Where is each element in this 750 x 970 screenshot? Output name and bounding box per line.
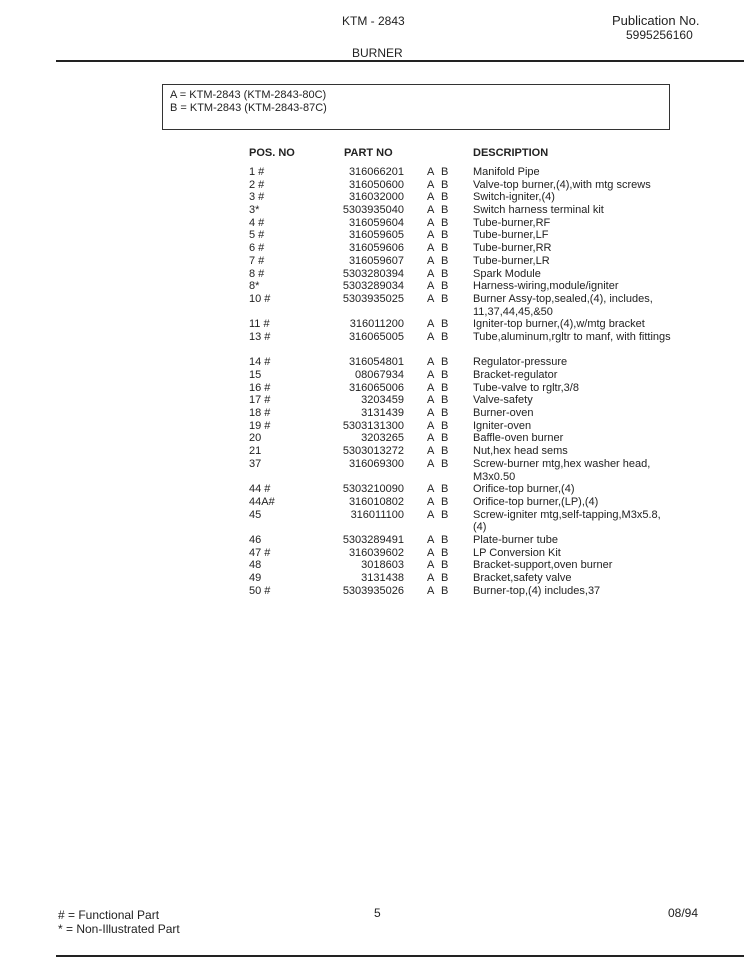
part-number: 316065005	[348, 330, 404, 343]
model-b-flag: B	[441, 394, 449, 407]
model-a-flag: A	[427, 432, 435, 445]
parts-row	[0, 191, 750, 204]
part-number: 316010802	[348, 495, 404, 508]
part-pos: 37	[249, 457, 262, 470]
part-number: 3018603	[361, 559, 404, 572]
part-number: 316054801	[348, 356, 404, 369]
parts-row	[0, 268, 750, 281]
part-description: Burner-oven	[473, 407, 534, 420]
parts-row	[0, 217, 750, 230]
footer-divider	[56, 955, 744, 957]
model-a-flag: A	[427, 394, 435, 407]
part-number: 5303935040	[342, 204, 404, 217]
part-number: 316059606	[348, 242, 404, 255]
model-a-flag: A	[427, 356, 435, 369]
column-header-description: DESCRIPTION	[473, 147, 549, 159]
part-number: 3131438	[361, 572, 404, 585]
parts-row	[0, 432, 750, 445]
column-header-pos: POS. NO	[249, 147, 295, 159]
parts-row	[0, 394, 750, 407]
part-pos: 8 #	[249, 267, 265, 280]
parts-row	[0, 458, 750, 483]
model-a-flag: A	[427, 254, 435, 267]
model-b-flag: B	[441, 292, 449, 305]
part-number: 5303210090	[342, 483, 404, 496]
part-pos: 14 #	[249, 356, 271, 369]
column-header-part: PART NO	[344, 147, 393, 159]
part-description: Nut,hex head sems	[473, 445, 568, 458]
parts-row	[0, 496, 750, 509]
parts-row	[0, 509, 750, 534]
part-description: Baffle-oven burner	[473, 432, 564, 445]
model-a-flag: A	[427, 178, 435, 191]
parts-row	[0, 242, 750, 255]
part-description: Orifice-top burner,(LP),(4)	[473, 495, 599, 508]
parts-row	[0, 293, 750, 318]
parts-row	[0, 356, 750, 369]
part-number: 5303935026	[342, 584, 404, 597]
model-b-flag: B	[441, 419, 449, 432]
legend-model-b: B = KTM-2843 (KTM-2843-87C)	[170, 102, 327, 114]
model-a-flag: A	[427, 546, 435, 559]
model-b-flag: B	[441, 445, 449, 458]
part-description: Screw-igniter mtg,self-tapping,M3x5.8, (4)	[473, 508, 661, 534]
model-a-flag: A	[427, 584, 435, 597]
model-b-flag: B	[441, 356, 449, 369]
part-pos: 2 #	[249, 178, 265, 191]
parts-row	[0, 382, 750, 395]
part-description: Valve-safety	[473, 394, 533, 407]
part-pos: 19 #	[249, 419, 271, 432]
model-a-flag: A	[427, 166, 435, 178]
model-a-flag: A	[427, 191, 435, 204]
model-a-flag: A	[427, 559, 435, 572]
part-pos: 18 #	[249, 407, 271, 420]
model-a-flag: A	[427, 229, 435, 242]
part-description: Tube,aluminum,rgltr to manf, with fittings	[473, 330, 671, 343]
model-b-flag: B	[441, 508, 449, 521]
model-b-flag: B	[441, 204, 449, 217]
parts-row	[0, 420, 750, 433]
part-description: Tube-burner,RR	[473, 242, 552, 255]
model-b-flag: B	[441, 330, 449, 343]
part-number: 316059605	[348, 229, 404, 242]
parts-row	[0, 559, 750, 572]
parts-row	[0, 369, 750, 382]
model-b-flag: B	[441, 457, 449, 470]
part-description: LP Conversion Kit	[473, 546, 561, 559]
model-a-flag: A	[427, 318, 435, 331]
parts-row	[0, 407, 750, 420]
part-description: Switch harness terminal kit	[473, 204, 604, 217]
part-pos: 46	[249, 534, 262, 546]
model-a-flag: A	[427, 572, 435, 585]
part-pos: 3 #	[249, 191, 265, 204]
model-a-flag: A	[427, 508, 435, 521]
part-description: Orifice-top burner,(4)	[473, 483, 575, 496]
part-number: 316011100	[350, 508, 404, 521]
parts-row	[0, 534, 750, 547]
part-description: Burner Assy-top,sealed,(4), includes, 11,37,44,45,&50	[473, 292, 653, 318]
model-b-flag: B	[441, 267, 449, 280]
part-number: 5303131300	[342, 419, 404, 432]
part-pos: 8*	[249, 280, 260, 293]
model-b-flag: B	[441, 584, 449, 597]
model-b-flag: B	[441, 432, 449, 445]
model-a-flag: A	[427, 419, 435, 432]
parts-row	[0, 585, 750, 598]
model-b-flag: B	[441, 572, 449, 585]
publication-number: 5995256160	[626, 28, 693, 42]
parts-row	[0, 166, 750, 179]
part-description: Tube-burner,LR	[473, 254, 550, 267]
part-pos: 21	[249, 445, 262, 458]
model-b-flag: B	[441, 166, 449, 178]
part-description: Harness-wiring,module/igniter	[473, 280, 619, 293]
parts-row	[0, 280, 750, 293]
parts-row	[0, 547, 750, 560]
parts-list	[0, 166, 750, 597]
part-pos: 44A#	[249, 495, 275, 508]
publication-label: Publication No.	[612, 13, 700, 28]
header-divider	[56, 60, 744, 62]
parts-row	[0, 255, 750, 268]
part-pos: 15	[249, 369, 262, 382]
model-b-flag: B	[441, 191, 449, 204]
model-b-flag: B	[441, 483, 449, 496]
part-description: Tube-burner,LF	[473, 229, 549, 242]
model-b-flag: B	[441, 216, 449, 229]
part-description: Tube-valve to rgltr,3/8	[473, 381, 579, 394]
part-pos: 3*	[249, 204, 260, 217]
date-code: 08/94	[668, 906, 699, 920]
parts-row	[0, 318, 750, 331]
model-b-flag: B	[441, 178, 449, 191]
part-number: 5303289034	[342, 280, 404, 293]
part-number: 3203459	[361, 394, 404, 407]
model-a-flag: A	[427, 457, 435, 470]
parts-row	[0, 445, 750, 458]
part-number: 5303935025	[342, 292, 404, 305]
model-a-flag: A	[427, 267, 435, 280]
legend-functional-part: # = Functional Part	[58, 908, 160, 922]
part-pos: 4 #	[249, 216, 265, 229]
part-number: 5303280394	[342, 267, 404, 280]
parts-row	[0, 179, 750, 192]
part-pos: 48	[249, 559, 262, 572]
part-description: Igniter-top burner,(4),w/mtg bracket	[473, 318, 645, 331]
model-b-flag: B	[441, 369, 449, 382]
part-number: 316011200	[349, 318, 404, 331]
part-pos: 16 #	[249, 381, 271, 394]
part-number: 316059604	[348, 216, 404, 229]
part-pos: 49	[249, 572, 262, 585]
model-a-flag: A	[427, 292, 435, 305]
part-description: Manifold Pipe	[473, 166, 540, 178]
part-pos: 13 #	[249, 330, 271, 343]
part-pos: 17 #	[249, 394, 271, 407]
section-title: BURNER	[352, 46, 403, 60]
parts-row	[0, 331, 750, 356]
part-pos: 1 #	[249, 166, 265, 178]
model-a-flag: A	[427, 381, 435, 394]
part-description: Bracket-support,oven burner	[473, 559, 613, 572]
part-description: Plate-burner tube	[473, 534, 558, 546]
part-description: Spark Module	[473, 267, 541, 280]
part-number: 08067934	[355, 369, 404, 382]
model-b-flag: B	[441, 318, 449, 331]
part-description: Screw-burner mtg,hex washer head, M3x0.50	[473, 457, 651, 483]
part-pos: 44 #	[249, 483, 271, 496]
part-number: 316069300	[348, 457, 404, 470]
legend-model-a: A = KTM-2843 (KTM-2843-80C)	[170, 89, 327, 101]
legend-non-illustrated-part: * = Non-Illustrated Part	[58, 922, 180, 936]
parts-row	[0, 229, 750, 242]
part-pos: 5 #	[249, 229, 265, 242]
part-description: Igniter-oven	[473, 419, 532, 432]
model-b-flag: B	[441, 242, 449, 255]
model-a-flag: A	[427, 330, 435, 343]
model-title: KTM - 2843	[342, 14, 405, 28]
model-b-flag: B	[441, 534, 449, 546]
model-b-flag: B	[441, 381, 449, 394]
part-pos: 20	[249, 432, 262, 445]
part-number: 316039602	[348, 546, 404, 559]
model-b-flag: B	[441, 229, 449, 242]
model-b-flag: B	[441, 280, 449, 293]
model-a-flag: A	[427, 369, 435, 382]
model-a-flag: A	[427, 204, 435, 217]
model-a-flag: A	[427, 242, 435, 255]
model-b-flag: B	[441, 495, 449, 508]
part-pos: 50 #	[249, 584, 271, 597]
parts-row	[0, 483, 750, 496]
part-pos: 45	[249, 508, 262, 521]
parts-row	[0, 204, 750, 217]
page-number: 5	[374, 906, 381, 920]
part-number: 316032000	[348, 191, 404, 204]
model-a-flag: A	[427, 216, 435, 229]
model-b-flag: B	[441, 254, 449, 267]
part-description: Valve-top burner,(4),with mtg screws	[473, 178, 651, 191]
model-a-flag: A	[427, 534, 435, 546]
model-b-flag: B	[441, 546, 449, 559]
part-description: Regulator-pressure	[473, 356, 568, 369]
part-pos: 6 #	[249, 242, 265, 255]
model-a-flag: A	[427, 495, 435, 508]
part-pos: 10 #	[249, 292, 271, 305]
part-description: Burner-top,(4) includes,37	[473, 584, 601, 597]
part-number: 5303289491	[342, 534, 404, 546]
model-a-flag: A	[427, 483, 435, 496]
part-number: 316059607	[348, 254, 404, 267]
part-pos: 11 #	[249, 318, 270, 331]
model-a-flag: A	[427, 280, 435, 293]
model-a-flag: A	[427, 445, 435, 458]
part-number: 5303013272	[342, 445, 404, 458]
model-a-flag: A	[427, 407, 435, 420]
part-description: Bracket,safety valve	[473, 572, 572, 585]
part-description: Bracket-regulator	[473, 369, 558, 382]
parts-row	[0, 572, 750, 585]
part-pos: 47 #	[249, 546, 271, 559]
part-pos: 7 #	[249, 254, 265, 267]
part-number: 3131439	[361, 407, 404, 420]
part-description: Tube-burner,RF	[473, 216, 551, 229]
part-number: 316050600	[348, 178, 404, 191]
part-number: 316065006	[348, 381, 404, 394]
model-b-flag: B	[441, 559, 449, 572]
part-number: 316066201	[348, 166, 404, 178]
part-description: Switch-igniter,(4)	[473, 191, 555, 204]
model-b-flag: B	[441, 407, 449, 420]
part-number: 3203265	[361, 432, 404, 445]
